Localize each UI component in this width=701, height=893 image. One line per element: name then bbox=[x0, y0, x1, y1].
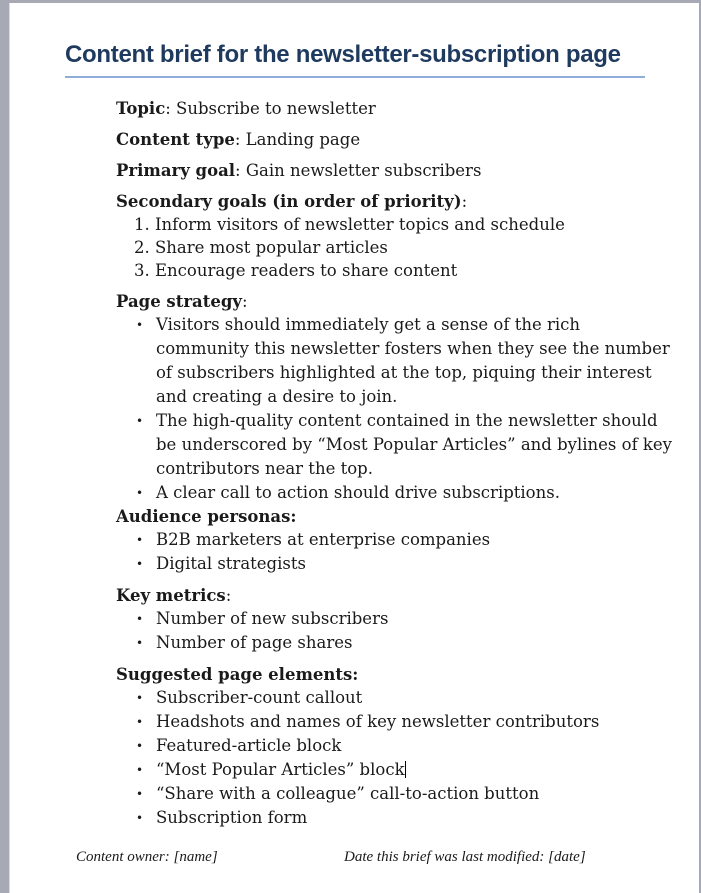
bullet-icon: • bbox=[136, 739, 144, 753]
bullet-icon: • bbox=[136, 486, 144, 500]
section-heading[interactable] bbox=[116, 663, 676, 686]
document-body[interactable] bbox=[116, 97, 676, 830]
title-underline-rule bbox=[65, 76, 645, 78]
heading-label: Audience personas: bbox=[116, 507, 297, 526]
field-topic[interactable] bbox=[116, 97, 676, 120]
list-item-text: “Most Popular Articles” block bbox=[156, 760, 405, 779]
list-item[interactable] bbox=[116, 631, 676, 655]
list-item[interactable]: 1. Inform visitors of newsletter topics and schedule bbox=[134, 215, 565, 234]
audience-personas-list bbox=[116, 528, 676, 576]
section-suggested-elements bbox=[116, 663, 676, 830]
list-item-text: The high-quality content contained in the newsletter should be underscored by “Most Popular Articles” and bylines of key contributors near the top. bbox=[156, 411, 673, 478]
bullet-icon: • bbox=[136, 557, 144, 571]
list-item-text: Number of new subscribers bbox=[156, 609, 389, 628]
section-heading[interactable] bbox=[116, 290, 676, 313]
list-item[interactable] bbox=[116, 528, 676, 552]
list-item-text: Visitors should immediately get a sense of the rich community this newsletter fosters when they see the number of subscribers highlighted at the top, piquing their interest and creating a desire to join. bbox=[156, 315, 670, 406]
field-content-type[interactable] bbox=[116, 128, 676, 151]
list-item[interactable] bbox=[116, 409, 676, 481]
heading-suffix: : bbox=[461, 192, 468, 211]
list-item-text: Featured-article block bbox=[156, 736, 342, 755]
bullet-icon: • bbox=[136, 787, 144, 801]
list-item-text: Digital strategists bbox=[156, 554, 306, 573]
list-item[interactable] bbox=[116, 481, 676, 505]
bullet-icon: • bbox=[136, 414, 144, 428]
heading-label: Key metrics bbox=[116, 586, 226, 605]
field-primary-goal[interactable] bbox=[116, 159, 676, 182]
list-item[interactable] bbox=[116, 552, 676, 576]
section-heading[interactable] bbox=[116, 190, 676, 213]
list-item[interactable]: 2. Share most popular articles bbox=[134, 238, 388, 257]
footer-content-owner[interactable]: Content owner: [name] bbox=[76, 849, 218, 865]
list-item-text: B2B marketers at enterprise companies bbox=[156, 530, 491, 549]
section-heading[interactable] bbox=[116, 505, 676, 528]
bullet-icon: • bbox=[136, 533, 144, 547]
list-item[interactable] bbox=[116, 607, 676, 631]
list-item-text: “Share with a colleague” call-to-action button bbox=[156, 784, 540, 803]
bullet-icon: • bbox=[136, 691, 144, 705]
list-item[interactable] bbox=[116, 734, 676, 758]
list-item-text: Headshots and names of key newsletter contributors bbox=[156, 712, 600, 731]
heading-suffix: : bbox=[241, 292, 248, 311]
field-value: : Gain newsletter subscribers bbox=[235, 161, 482, 180]
section-key-metrics bbox=[116, 584, 676, 655]
field-value: : Landing page bbox=[234, 130, 361, 149]
list-item[interactable] bbox=[116, 710, 676, 734]
section-heading[interactable] bbox=[116, 584, 676, 607]
list-item[interactable] bbox=[116, 313, 676, 409]
section-audience-personas bbox=[116, 505, 676, 576]
heading-label: Page strategy bbox=[116, 292, 242, 311]
list-item[interactable]: 3. Encourage readers to share content bbox=[134, 261, 458, 280]
page-strategy-list bbox=[116, 313, 676, 505]
list-item-text: A clear call to action should drive subscriptions. bbox=[156, 483, 560, 502]
section-page-strategy bbox=[116, 290, 676, 505]
text-cursor bbox=[405, 761, 406, 778]
list-item-text: Subscriber-count callout bbox=[156, 688, 363, 707]
bullet-icon: • bbox=[136, 636, 144, 650]
heading-label: Secondary goals (in order of priority) bbox=[116, 192, 462, 211]
list-item[interactable] bbox=[116, 782, 676, 806]
bullet-icon: • bbox=[136, 715, 144, 729]
key-metrics-list bbox=[116, 607, 676, 655]
list-item[interactable] bbox=[116, 806, 676, 830]
bullet-icon: • bbox=[136, 612, 144, 626]
section-secondary-goals bbox=[116, 190, 676, 282]
heading-label: Suggested page elements: bbox=[116, 665, 359, 684]
heading-suffix: : bbox=[225, 586, 232, 605]
secondary-goals-list bbox=[116, 213, 676, 282]
list-item[interactable] bbox=[116, 758, 676, 782]
suggested-elements-list bbox=[116, 686, 676, 830]
document-title[interactable]: Content brief for the newsletter-subscription page bbox=[65, 41, 621, 68]
document-page[interactable] bbox=[9, 3, 699, 893]
bullet-icon: • bbox=[136, 811, 144, 825]
list-item-text: Subscription form bbox=[156, 808, 308, 827]
footer-last-modified-date[interactable]: Date this brief was last modified: [date] bbox=[344, 849, 586, 865]
bullet-icon: • bbox=[136, 763, 144, 777]
field-value: : Subscribe to newsletter bbox=[165, 99, 376, 118]
bullet-icon: • bbox=[136, 318, 144, 332]
field-label: Topic bbox=[116, 99, 166, 118]
list-item-text: Number of page shares bbox=[156, 633, 353, 652]
field-label: Content type bbox=[116, 130, 235, 149]
field-label: Primary goal bbox=[116, 161, 236, 180]
list-item[interactable] bbox=[116, 686, 676, 710]
